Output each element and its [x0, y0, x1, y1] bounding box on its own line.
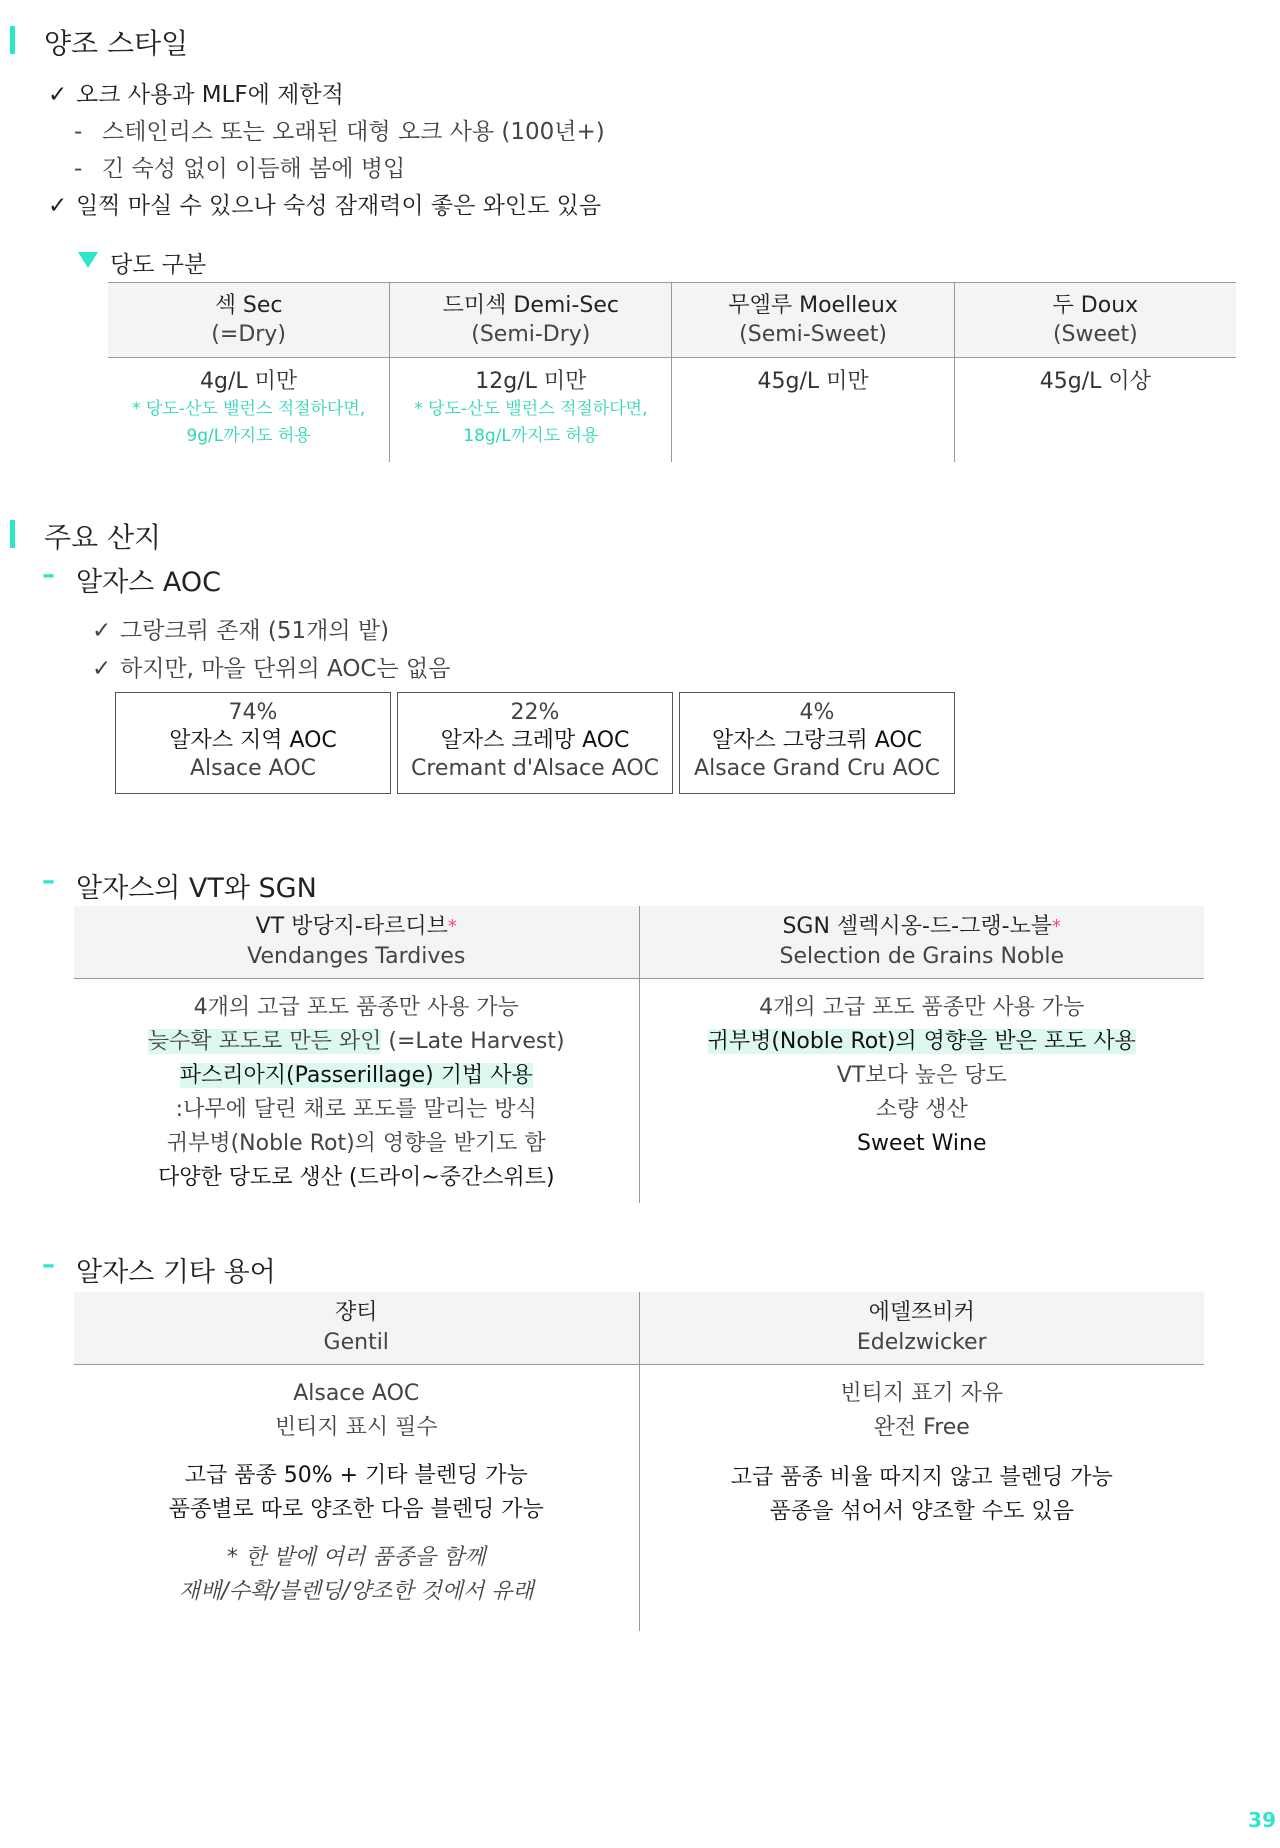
section-marker	[10, 26, 15, 54]
sweetness-cell: 45g/L 미만	[672, 358, 954, 463]
bullet-dash: - 긴 숙성 없이 이듬해 봄에 병입	[74, 156, 406, 182]
subsection-title-terms: 알자스 기타 용어	[76, 1257, 276, 1288]
vt-details: 4개의 고급 포도 품종만 사용 가능 늦수확 포도로 만든 와인 (=Late Harvest) 파스리아지(Passerillage) 기법 사용 :나무에 달린 채로 포도를 말리는 방식 귀부병(Noble Rot)의 영향을 받기도 함 다양한 당도로 생산 (드라이~중간스위트)	[74, 979, 639, 1204]
dash-icon: -	[74, 119, 83, 145]
aoc-share-box: 74% 알자스 지역 AOC Alsace AOC	[115, 692, 391, 794]
bullet-check: ✓ 일찍 마실 수 있으나 숙성 잠재력이 좋은 와인도 있음	[48, 193, 602, 219]
sweetness-cell: 45g/L 이상	[1039, 369, 1151, 394]
sweetness-title: 당도 구분	[110, 252, 207, 278]
edelzwicker-details: 빈티지 표기 자유 완전 Free 고급 품종 비율 따지지 않고 블렌딩 가능 품종을 섞어서 양조할 수도 있음	[730, 1381, 1113, 1524]
check-icon: ✓	[92, 618, 112, 644]
section-title-brewing: 양조 스타일	[44, 27, 189, 60]
terms-table	[74, 1292, 1204, 1631]
sweetness-cell: 12g/L 미만 * 당도-산도 밸런스 적절하다면, 18g/L까지도 허용	[390, 358, 672, 463]
sweetness-cell: 4g/L 미만 * 당도-산도 밸런스 적절하다면, 9g/L까지도 허용	[108, 358, 390, 463]
sweetness-header: 섹 Sec (=Dry)	[108, 283, 390, 358]
triangle-down-icon	[78, 252, 98, 268]
bullet-check: ✓ 하지만, 마을 단위의 AOC는 없음	[92, 656, 451, 682]
bullet-check: ✓ 그랑크뤼 존재 (51개의 밭)	[92, 618, 390, 644]
sgn-header: SGN 셀렉시옹-드-그랭-노블* Selection de Grains Noble	[639, 906, 1204, 979]
check-icon: ✓	[48, 193, 68, 219]
dash-icon: –	[42, 1250, 55, 1280]
aoc-share-box: 22% 알자스 크레망 AOC Cremant d'Alsace AOC	[397, 692, 673, 794]
page-number: 39	[1248, 1808, 1276, 1832]
section-title-regions: 주요 산지	[44, 521, 162, 554]
subsection-title-aoc: 알자스 AOC	[76, 567, 221, 598]
bullet-dash: - 스테인리스 또는 오래된 대형 오크 사용 (100년+)	[74, 119, 605, 145]
sweetness-header: 두 Doux (Sweet)	[954, 283, 1236, 358]
sweetness-header: 드미섹 Demi-Sec (Semi-Dry)	[390, 283, 672, 358]
check-icon: ✓	[92, 656, 112, 682]
gentil-header: 쟝티 Gentil	[74, 1292, 639, 1365]
vt-header: VT 방당지-타르디브* Vendanges Tardives	[74, 906, 639, 979]
aoc-share-box: 4% 알자스 그랑크뤼 AOC Alsace Grand Cru AOC	[679, 692, 955, 794]
sweetness-table	[108, 282, 1236, 462]
check-icon: ✓	[48, 82, 68, 108]
dash-icon: –	[42, 560, 55, 590]
sgn-details: 4개의 고급 포도 품종만 사용 가능 귀부병(Noble Rot)의 영향을 받은 포도 사용 VT보다 높은 당도 소량 생산 Sweet Wine	[707, 995, 1136, 1156]
sweetness-header: 무엘루 Moelleux (Semi-Sweet)	[672, 283, 954, 358]
dash-icon: -	[74, 156, 83, 182]
dash-icon: –	[42, 866, 55, 896]
vt-sgn-table	[74, 906, 1204, 1203]
subsection-title-vt-sgn: 알자스의 VT와 SGN	[76, 873, 317, 904]
edelzwicker-header: 에델쯔비커 Edelzwicker	[639, 1292, 1204, 1365]
section-marker	[10, 520, 15, 548]
bullet-check: ✓ 오크 사용과 MLF에 제한적	[48, 82, 344, 108]
gentil-details: Alsace AOC 빈티지 표시 필수 고급 품종 50% + 기타 블렌딩 가능 품종별로 따로 양조한 다음 블렌딩 가능 * 한 밭에 여러 품종을 함께 재배/수확/블렌딩/양조한 것에서 유래	[74, 1365, 639, 1632]
